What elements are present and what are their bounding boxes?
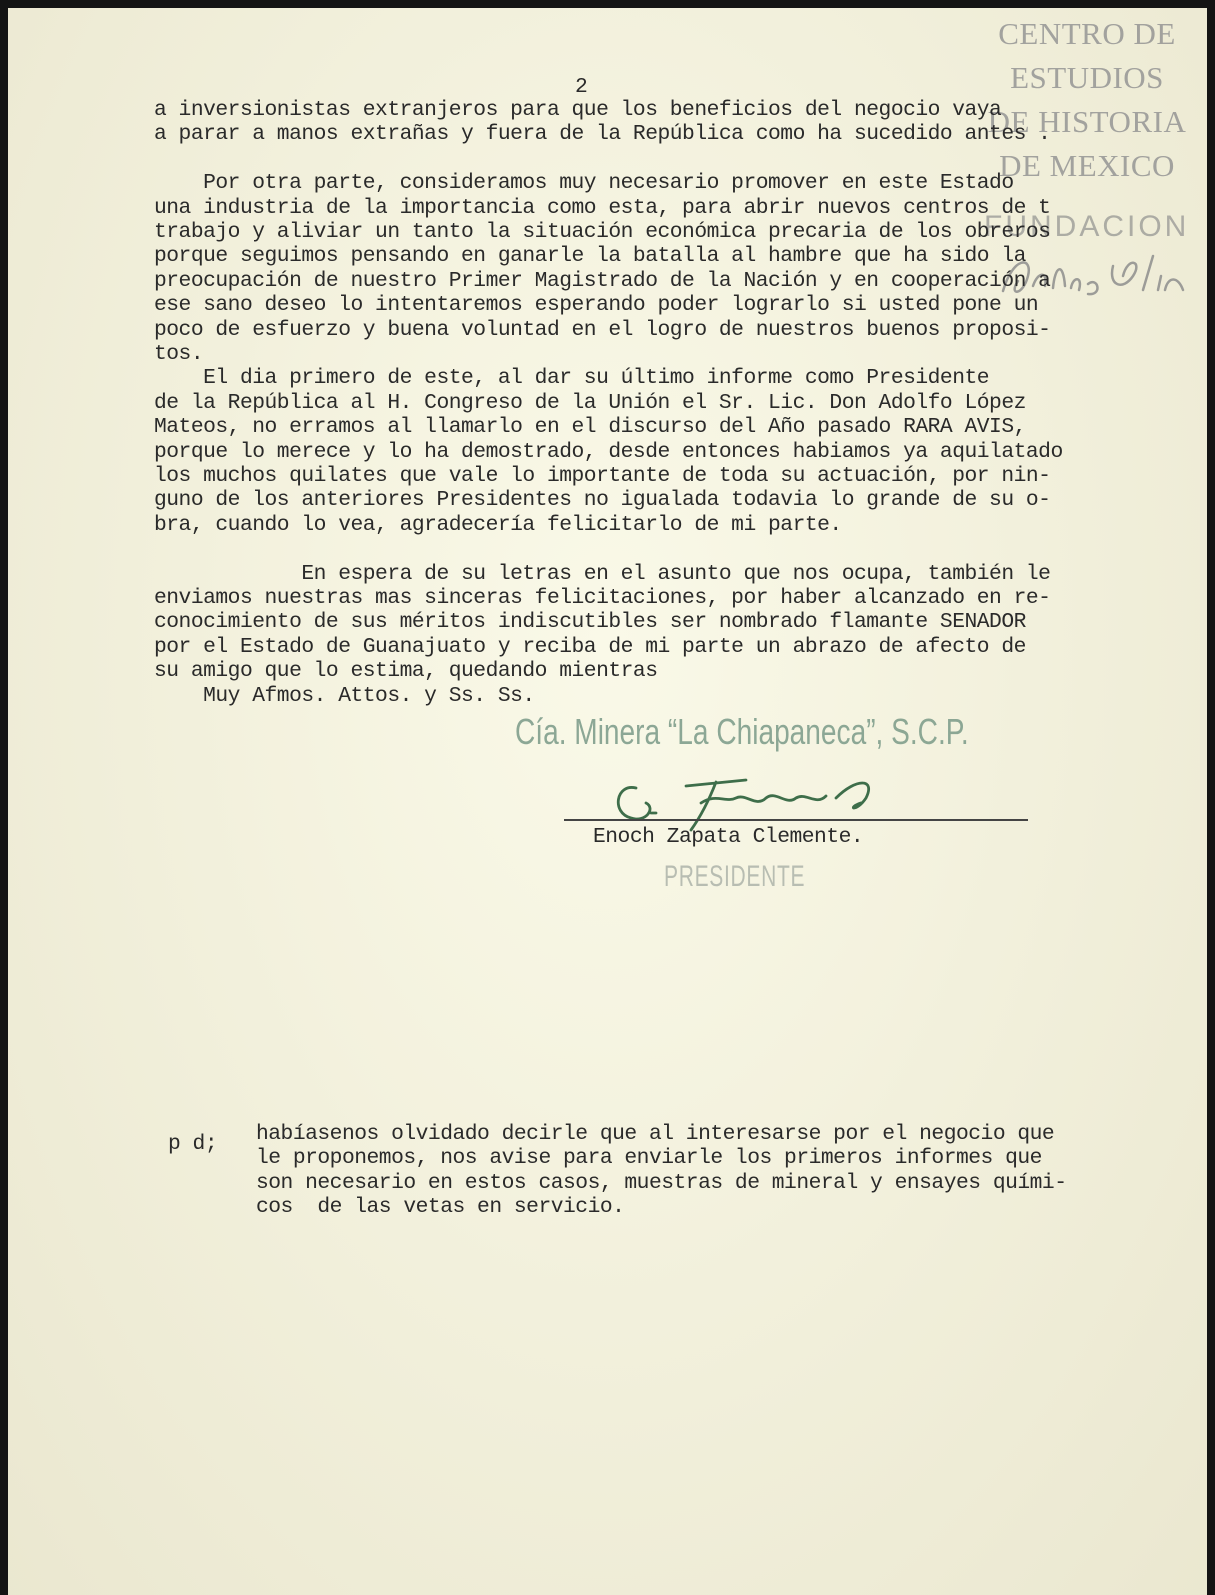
- body-line: bra, cuando lo vea, agradecería felicitarlo de mi parte.: [154, 512, 842, 537]
- body-line: su amigo que lo estima, quedando mientras: [154, 659, 658, 684]
- body-line: una industria de la importancia como esta, para abrir nuevos centros de t: [154, 195, 1051, 220]
- body-line: trabajo y aliviar un tanto la situación económica precaria de los obreros: [154, 220, 1051, 244]
- watermark-line: CENTRO DE: [998, 16, 1176, 51]
- body-line: de la República al H. Congreso de la Unión el Sr. Lic. Don Adolfo López: [154, 390, 1026, 415]
- company-stamp: Cía. Minera “La Chiapaneca”, S.C.P.: [515, 711, 969, 752]
- postscript-line: cos de las vetas en servicio.: [256, 1195, 625, 1220]
- postscript-line: habíasenos olvidado decirle que al interesarse por el negocio que: [256, 1122, 1055, 1146]
- body-line: tos.: [154, 342, 204, 366]
- signature-line: [564, 819, 1028, 821]
- body-line: a inversionistas extranjeros para que los beneficios del negocio vaya: [154, 98, 1002, 122]
- page-number: 2: [575, 75, 588, 99]
- postscript-label: p d;: [168, 1132, 218, 1156]
- title-stamp: PRESIDENTE: [664, 860, 806, 893]
- body-line: porque lo merece y lo ha demostrado, desde entonces habiamos ya aquilatado: [154, 439, 1063, 464]
- body-line: los muchos quilates que vale lo importante de toda su actuación, por nin-: [154, 464, 1051, 488]
- postscript-line: son necesario en estos casos, muestras de mineral y ensayes quími-: [256, 1170, 1067, 1195]
- fundacion-watermark: FUNDACION: [984, 210, 1190, 243]
- body-line: por el Estado de Guanajuato y reciba de mi parte un abrazo de afecto de: [154, 634, 1026, 659]
- body-line: ese sano deseo lo intentaremos esperando poder lograrlo si usted pone un: [154, 293, 1039, 318]
- watermark-line: DE MEXICO: [999, 148, 1175, 183]
- body-line: Muy Afmos. Attos. y Ss. Ss.: [154, 683, 535, 708]
- body-line: poco de esfuerzo y buena voluntad en el logro de nuestros buenos proposi-: [154, 317, 1051, 342]
- body-line: guno de los anteriores Presidentes no igualada todavia lo grande de su o-: [154, 488, 1051, 513]
- letter-page: [8, 8, 1207, 1595]
- body-line: Por otra parte, consideramos muy necesario promover en este Estado: [154, 171, 1014, 196]
- archive-watermark: [968, 12, 1206, 197]
- body-line: El dia primero de este, al dar su último informe como Presidente: [154, 366, 990, 391]
- body-line: porque seguimos pensando en ganarle la batalla al hambre que ha sido la: [154, 244, 1026, 269]
- body-line: preocupación de nuestro Primer Magistrado de la Nación y en cooperación a: [154, 268, 1051, 293]
- body-line: conocimiento de sus méritos indiscutibles ser nombrado flamante SENADOR: [154, 610, 1026, 635]
- body-line: Mateos, no erramos al llamarlo en el discurso del Año pasado RARA AVIS,: [154, 415, 1026, 440]
- body-line: a parar a manos extrañas y fuera de la República como ha sucedido antes .: [154, 122, 1051, 147]
- postscript-line: le proponemos, nos avise para enviarle los primeros informes que: [256, 1146, 1042, 1171]
- body-line: enviamos nuestras mas sinceras felicitaciones, por haber alcanzado en re-: [154, 586, 1051, 610]
- watermark-line: ESTUDIOS: [1010, 60, 1164, 95]
- body-line: En espera de su letras en el asunto que nos ocupa, también le: [154, 561, 1051, 586]
- watermark-line: DE HISTORIA: [987, 104, 1187, 139]
- signer-name: Enoch Zapata Clemente.: [593, 825, 864, 849]
